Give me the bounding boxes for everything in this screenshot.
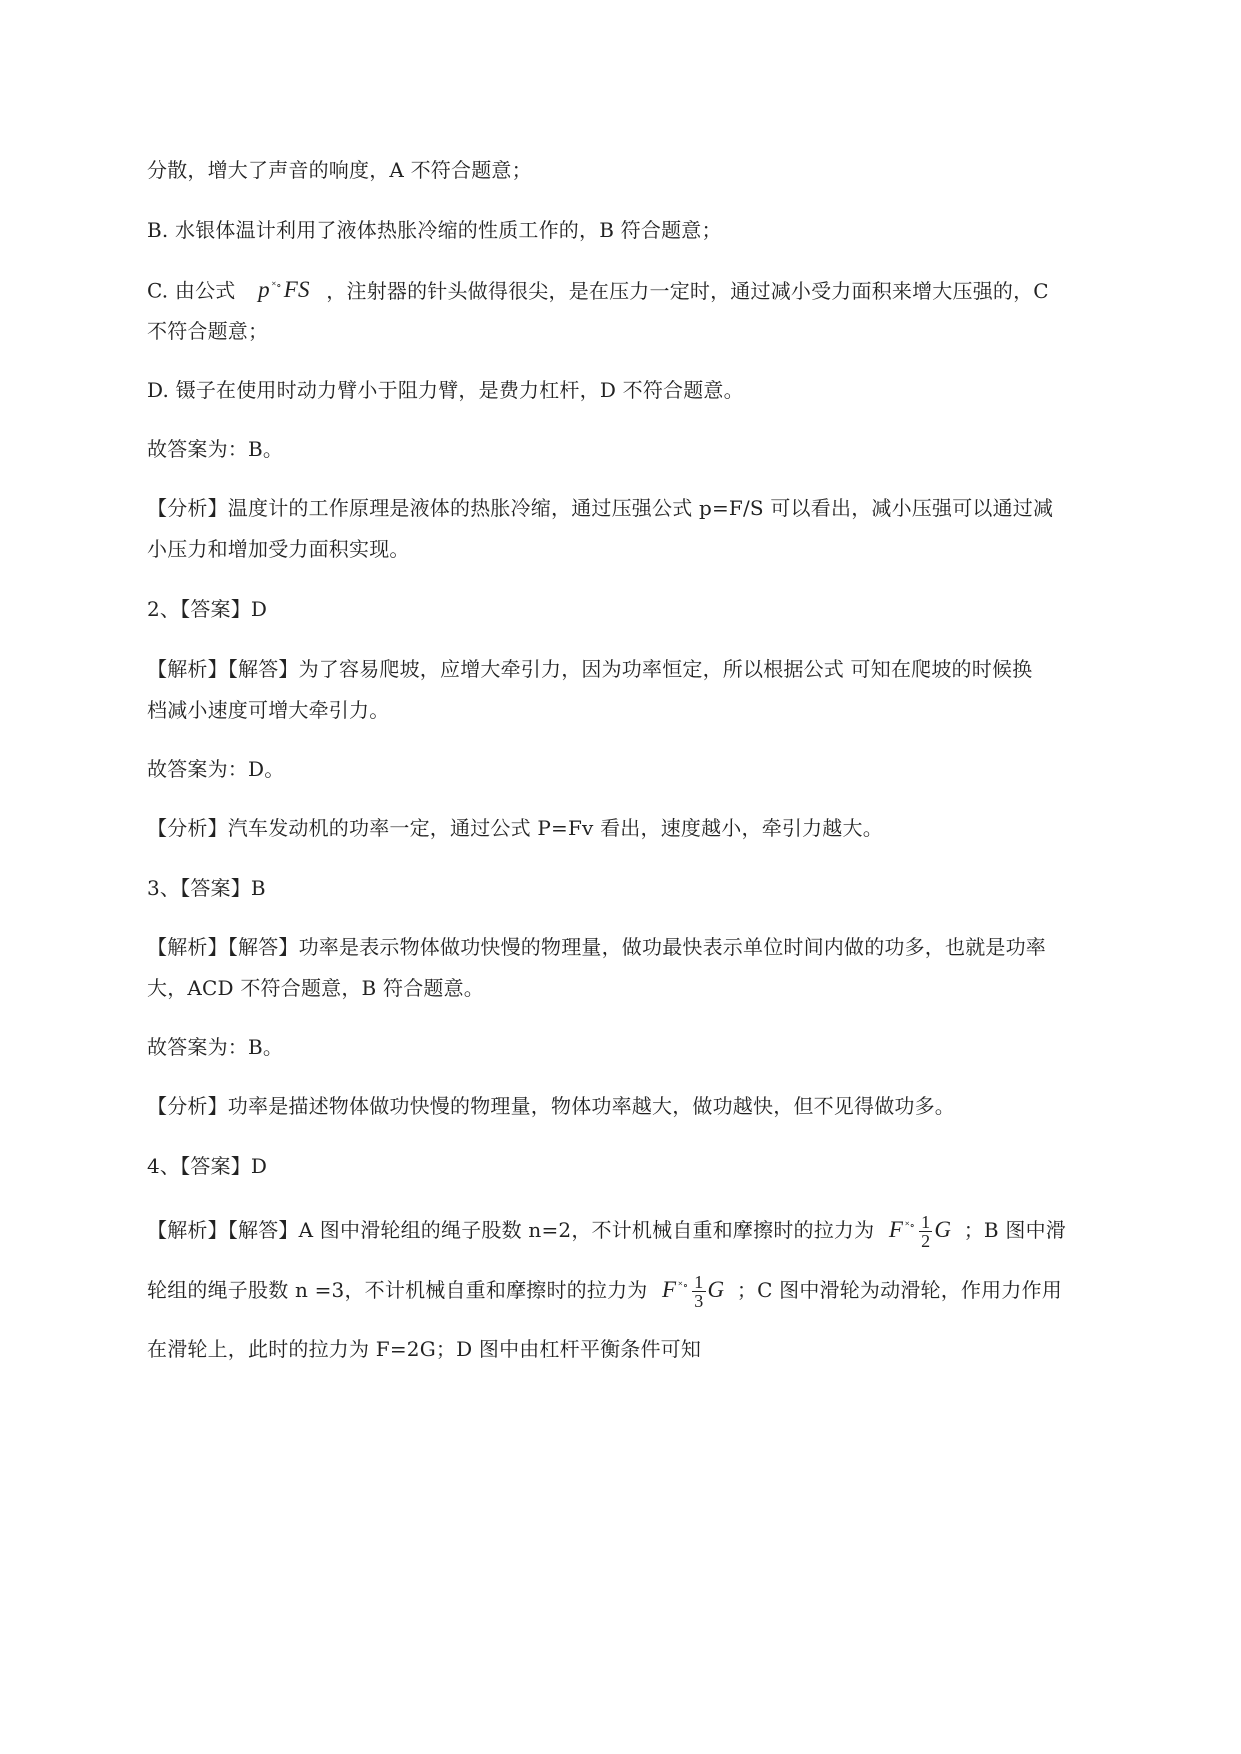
text-line: 【解析】【解答】功率是表示物体做功快慢的物理量，做功最快表示单位时间内做的功多，也就是功率 <box>147 935 1046 959</box>
math-symbol: p <box>258 277 270 302</box>
fraction-denominator: 2 <box>921 1231 931 1251</box>
text-segment: ，注射器的针头做得很尖，是在压力一定时，通过减小受力面积来增大压强的，C <box>326 278 1049 303</box>
formula-glyph: ˟∘ <box>905 1219 916 1232</box>
text-line-option-c <box>147 277 1049 307</box>
formula-force-half <box>889 1213 951 1250</box>
formula-glyph: ˟∘ <box>271 280 282 292</box>
answer-heading: 3、【答案】B <box>147 876 266 900</box>
text-line: B. 水银体温计利用了液体热胀冷缩的性质工作的，B 符合题意； <box>147 218 722 242</box>
text-segment: 【解析】【解答】A 图中滑轮组的绳子股数 n=2，不计机械自重和摩擦时的拉力为 <box>147 1218 875 1242</box>
text-segment: ；C 图中滑轮为动滑轮，作用力作用 <box>736 1278 1062 1302</box>
answer-heading: 2、【答案】D <box>147 597 268 621</box>
math-symbol: G <box>934 1216 952 1242</box>
text-line: 小压力和增加受力面积实现。 <box>147 537 410 561</box>
text-line: 故答案为：B。 <box>147 437 284 461</box>
text-segment: C. 由公式 <box>147 278 236 303</box>
formula-glyph: ˟∘ <box>678 1279 689 1292</box>
text-line: 【分析】汽车发动机的功率一定，通过公式 P=Fv 看出，速度越小，牵引力越大。 <box>147 816 883 840</box>
answer-heading: 4、【答案】D <box>147 1154 268 1178</box>
text-line: 在滑轮上，此时的拉力为 F=2G；D 图中由杠杆平衡条件可知 <box>147 1337 702 1361</box>
math-symbol: F <box>662 1276 677 1302</box>
math-symbol: F <box>888 1216 904 1242</box>
fraction-denominator: 3 <box>694 1291 704 1311</box>
text-line-solution-4a <box>147 1213 1066 1250</box>
text-line: 【分析】功率是描述物体做功快慢的物理量，物体功率越大，做功越快，但不见得做功多。 <box>147 1094 955 1118</box>
text-line: 档减小速度可增大牵引力。 <box>147 698 390 722</box>
text-line: 故答案为：D。 <box>147 757 285 781</box>
text-segment: ；B 图中滑 <box>963 1218 1066 1242</box>
text-line: 【解析】【解答】为了容易爬坡，应增大牵引力，因为功率恒定，所以根据公式 可知在爬坡的时候换 <box>147 657 1033 681</box>
fraction-numerator: 1 <box>694 1272 704 1292</box>
fraction <box>692 1273 705 1310</box>
text-line: D. 镊子在使用时动力臂小于阻力臂，是费力杠杆，D 不符合题意。 <box>147 378 744 402</box>
text-line: 【分析】温度计的工作原理是液体的热胀冷缩，通过压强公式 p=F/S 可以看出，减小压强可以通过减 <box>147 496 1054 520</box>
text-line: 分散，增大了声音的响度，A 不符合题意； <box>147 158 532 182</box>
text-line-solution-4b <box>147 1273 1062 1310</box>
fraction <box>919 1213 932 1250</box>
math-symbol: G <box>707 1276 725 1302</box>
math-symbol: FS <box>283 277 310 302</box>
formula-pressure <box>258 277 310 307</box>
formula-force-third <box>662 1273 724 1310</box>
text-line: 不符合题意； <box>147 319 269 343</box>
text-segment: 轮组的绳子股数 n =3，不计机械自重和摩擦时的拉力为 <box>147 1278 648 1302</box>
fraction-numerator: 1 <box>921 1212 931 1232</box>
text-line: 故答案为：B。 <box>147 1035 284 1059</box>
text-line: 大，ACD 不符合题意，B 符合题意。 <box>147 976 484 1000</box>
